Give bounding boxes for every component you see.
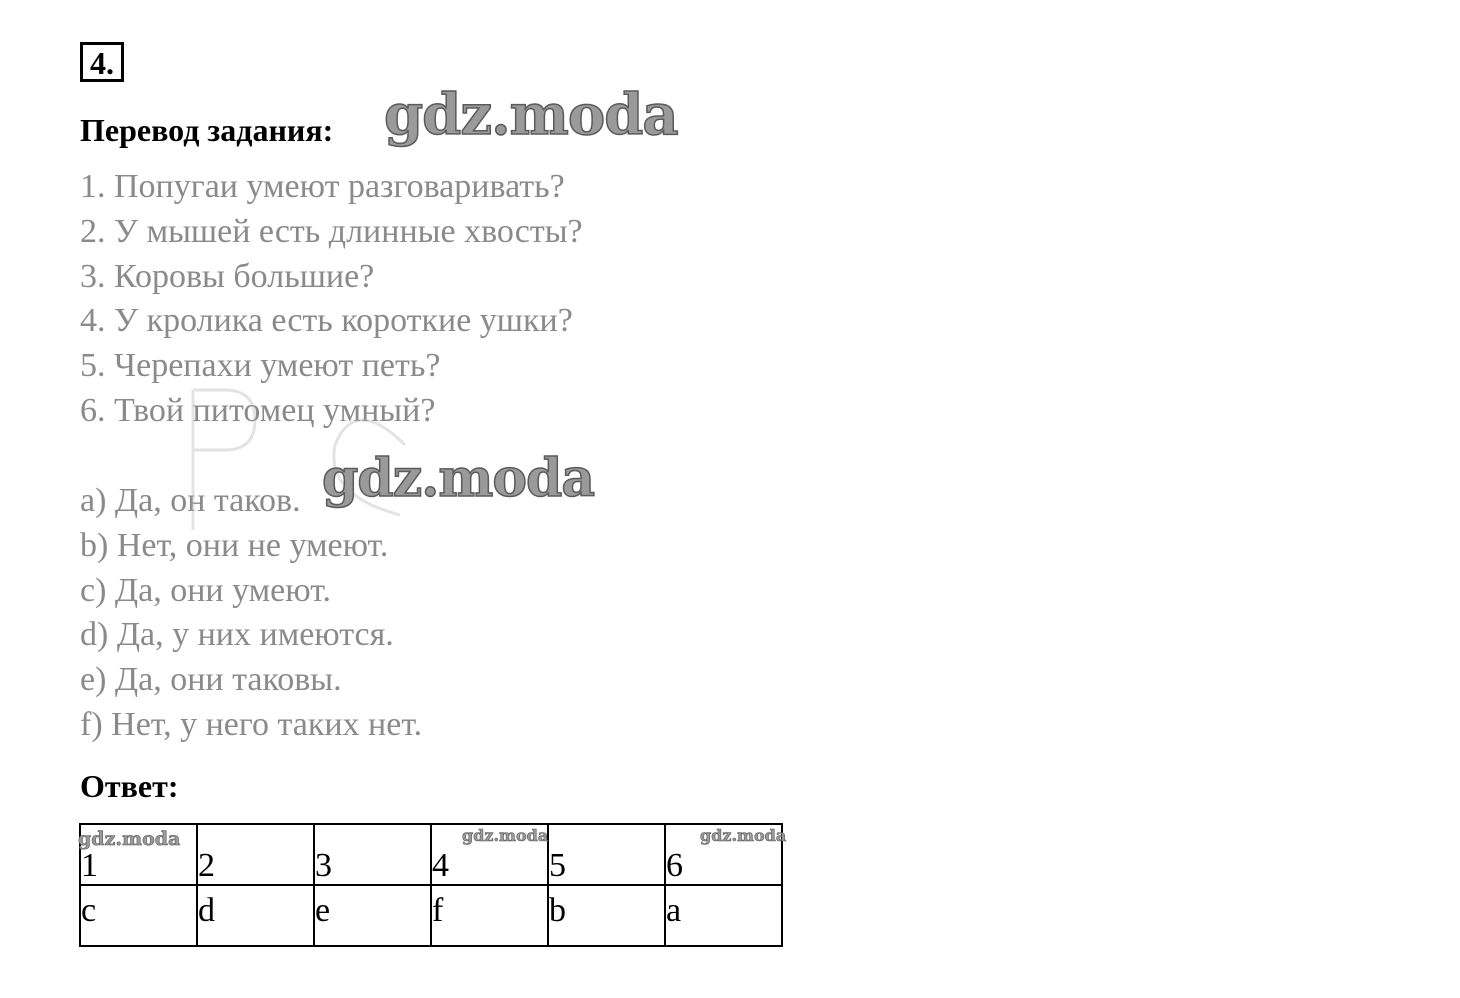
- watermark-logo: gdz.moda: [322, 448, 595, 509]
- question-number: 5: [549, 847, 566, 884]
- question-item: 3. Коровы большие?: [80, 257, 375, 295]
- task-number-box: [80, 42, 124, 82]
- answer-letter: a: [666, 892, 682, 929]
- question-number: 6: [666, 847, 683, 884]
- option-item: e) Да, они таковы.: [80, 661, 342, 699]
- table-cell: [314, 824, 431, 885]
- answer-table: [79, 823, 783, 947]
- table-cell: [431, 885, 548, 946]
- table-cell: [80, 885, 197, 946]
- option-item: b) Нет, они не умеют.: [80, 526, 389, 564]
- option-item: c) Да, они умеют.: [80, 571, 331, 609]
- answer-number-row: [80, 824, 782, 885]
- table-cell: [665, 885, 782, 946]
- question-item: 1. Попугаи умеют разговаривать?: [80, 168, 565, 205]
- answer-letter-row: [80, 885, 782, 946]
- watermark-logo: gdz.moda: [78, 828, 181, 850]
- table-cell: [548, 824, 665, 885]
- question-number: 3: [315, 847, 332, 884]
- answer-letter: b: [549, 892, 566, 929]
- watermark-logo: gdz.moda: [384, 82, 678, 148]
- question-item: 6. Твой питомец умный?: [80, 391, 436, 429]
- option-item: f) Нет, у него таких нет.: [80, 705, 423, 743]
- question-number: 2: [198, 847, 215, 884]
- question-number: 4: [432, 847, 449, 884]
- answer-letter: f: [432, 892, 444, 929]
- table-cell: [197, 824, 314, 885]
- translation-heading: Перевод задания:: [80, 112, 334, 148]
- option-item: a) Да, он таков.: [80, 482, 301, 519]
- question-item: 4. У кролика есть короткие ушки?: [80, 302, 573, 340]
- answer-letter: e: [315, 892, 331, 929]
- task-number: 4.: [90, 45, 114, 81]
- question-number: 1: [81, 847, 98, 884]
- answer-heading: Ответ:: [80, 768, 179, 804]
- answer-letter: d: [198, 892, 215, 929]
- option-item: d) Да, у них имеются.: [80, 616, 394, 654]
- table-cell: [314, 885, 431, 946]
- watermark-logo: gdz.moda: [700, 826, 787, 845]
- table-cell: [548, 885, 665, 946]
- question-item: 5. Черепахи умеют петь?: [80, 347, 441, 385]
- watermark-logo: gdz.moda: [462, 826, 549, 845]
- table-cell: [197, 885, 314, 946]
- answer-letter: c: [81, 892, 97, 929]
- question-item: 2. У мышей есть длинные хвосты?: [80, 212, 583, 250]
